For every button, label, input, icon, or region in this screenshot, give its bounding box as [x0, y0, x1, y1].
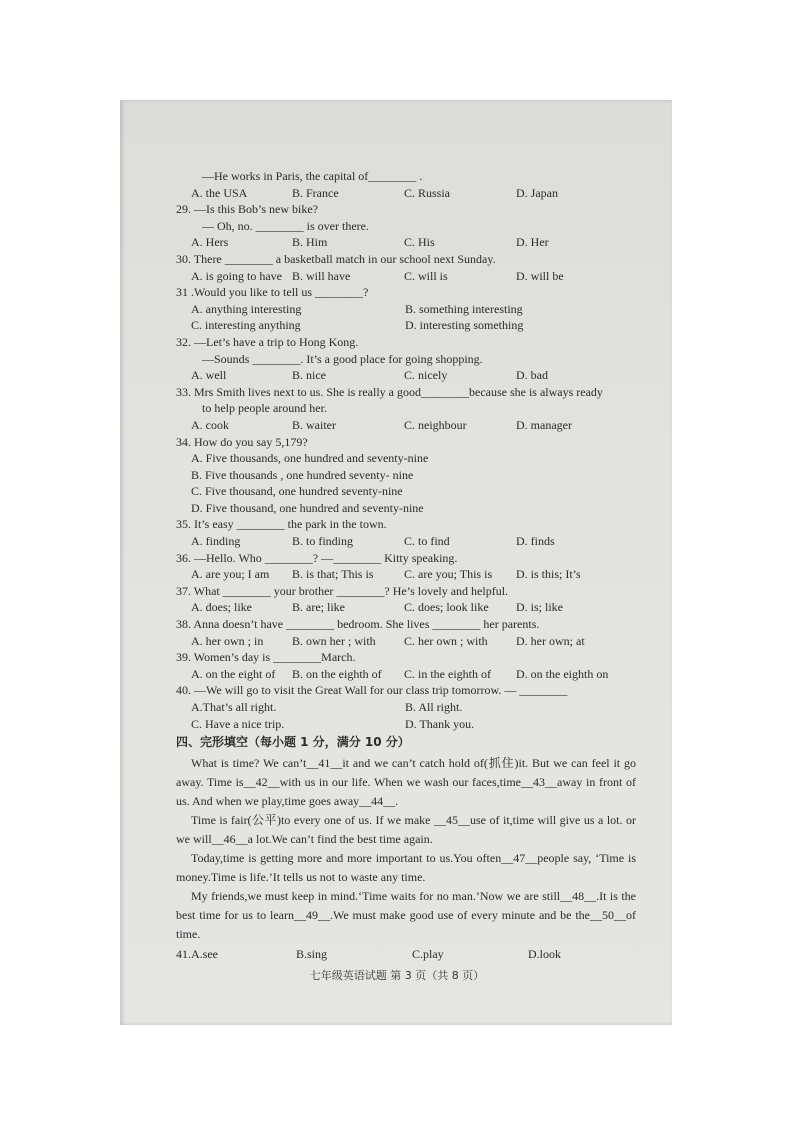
answer-options-row — [176, 716, 636, 733]
question-stem: 31 .Would you like to tell us ________? — [176, 285, 369, 300]
answer-option: A. Five thousands, one hundred and seventy-nine — [191, 451, 429, 466]
answer-option: 41.A.see — [176, 946, 218, 961]
answer-option: B. France — [292, 185, 339, 200]
answer-option: B. to finding — [292, 534, 354, 549]
answer-option: D. is; like — [516, 600, 563, 615]
question-stem: 34. How do you say 5,179? — [176, 434, 308, 449]
answer-option: D. will be — [516, 268, 564, 283]
question-stem: 37. What ________ your brother ________? He’s lovely and helpful. — [176, 583, 509, 598]
answer-option: A. cook — [191, 417, 229, 432]
answer-option: C.play — [412, 946, 444, 961]
answer-option: A. the USA — [191, 185, 248, 200]
passage-paragraph: What is time? We can’t__41__it and we can’t catch hold of(抓住)it. But we can feel it go away. Time is__42__with us in our life. When we wash our faces,time__43__away in front of us. And when we play,time goes away__44__. — [176, 755, 636, 808]
answer-option: B. nice — [292, 368, 326, 383]
question-stem: 29. —Is this Bob’s new bike? — [176, 202, 318, 217]
answer-option: C. her own ; with — [404, 633, 488, 648]
exam-content — [176, 168, 636, 962]
answer-option: A. is going to have — [191, 268, 282, 283]
question-stem: 33. Mrs Smith lives next to us. She is really a good________because she is always ready — [176, 384, 603, 399]
question-stem: 40. —We will go to visit the Great Wall for our class trip tomorrow. — ________ — [176, 683, 568, 698]
answer-option: D. interesting something — [405, 318, 524, 333]
answer-option: B. Five thousands , one hundred seventy- nine — [191, 467, 414, 482]
answer-option: D. manager — [516, 417, 572, 432]
answer-option: D. on the eighth on — [516, 666, 609, 681]
answer-option: C. will is — [404, 268, 448, 283]
answer-option: D. Japan — [516, 185, 558, 200]
section-title: 四、完形填空（每小题 1 分，满分 10 分） — [176, 735, 410, 750]
answer-option: D. Her — [516, 235, 549, 250]
answer-option: C. nicely — [404, 368, 448, 383]
answer-option: C. interesting anything — [191, 318, 301, 333]
question-stem-cont: to help people around her. — [202, 401, 327, 416]
page-footer: 七年级英语试题 第 3 页（共 8 页） — [309, 969, 485, 982]
passage-paragraph: Today,time is getting more and more important to us.You often__47__people say, ‘Time is money.Time is life.’It tells us not to waste any time. — [176, 850, 636, 884]
answer-option: C. does; look like — [404, 600, 489, 615]
answer-option: B. Him — [292, 235, 328, 250]
answer-option: A. well — [191, 368, 227, 383]
answer-option: A. finding — [191, 534, 241, 549]
answer-options-row — [176, 699, 636, 716]
answer-option: C. Russia — [404, 185, 451, 200]
answer-option: C. His — [404, 235, 435, 250]
question-lines — [176, 168, 636, 732]
question-stem: 39. Women’s day is ________March. — [176, 650, 356, 665]
answer-option: A. Hers — [191, 235, 229, 250]
answer-option: A. are you; I am — [191, 567, 270, 582]
answer-option: B. All right. — [405, 700, 463, 714]
passage-paragraph: My friends,we must keep in mind.‘Time waits for no man.’Now we are still__48__.It is the best time for us to learn__49__.We must make good use of every minute and be the__50__of time. — [176, 888, 636, 941]
answer-options-row — [176, 185, 636, 202]
answer-option: D. Thank you. — [405, 716, 475, 731]
answer-option: C. Have a nice trip. — [191, 716, 285, 731]
answer-options-row — [176, 317, 636, 334]
answer-options-row — [176, 533, 636, 550]
question-stem: 32. —Let’s have a trip to Hong Kong. — [176, 334, 359, 349]
answer-option: C. neighbour — [404, 417, 467, 432]
answer-option: B. something interesting — [405, 301, 523, 316]
question-stem-cont: —Sounds ________. It’s a good place for going shopping. — [202, 351, 483, 366]
answer-option: C. Five thousand, one hundred seventy-nine — [191, 484, 403, 499]
passage-paragraph: Time is fair(公平)to every one of us. If we make __45__use of it,time will give us a lot. or we will__46__a lot.We can’t find the best time again. — [176, 812, 636, 846]
answer-option: C. in the eighth of — [404, 666, 491, 681]
answer-option: B. are; like — [292, 600, 345, 615]
answer-option: D. Five thousand, one hundred and seventy-nine — [191, 500, 424, 515]
answer-options-row — [176, 301, 636, 318]
answer-option: C. to find — [404, 534, 450, 549]
answer-option: D. bad — [516, 368, 548, 383]
answer-options-row — [176, 268, 636, 285]
answer-option: D. is this; It’s — [516, 567, 581, 582]
question-stem: 30. There ________ a basketball match in our school next Sunday. — [176, 251, 496, 266]
answer-option: B. will have — [292, 268, 351, 283]
answer-option: A. anything interesting — [191, 301, 302, 316]
answer-options-row — [176, 367, 636, 384]
cloze-passage — [176, 754, 636, 944]
question-stem: 36. —Hello. Who ________? —________ Kitty speaking. — [176, 550, 458, 565]
question-stem: 35. It’s easy ________ the park in the town. — [176, 517, 387, 532]
answer-option: B. waiter — [292, 417, 336, 432]
answer-option: A. does; like — [191, 600, 252, 615]
answer-options-row — [176, 566, 636, 583]
answer-options-row — [176, 599, 636, 616]
answer-option: B. on the eighth of — [292, 666, 382, 681]
answer-option: D. her own; at — [516, 633, 585, 648]
answer-options-row — [176, 417, 636, 434]
answer-option: B.sing — [296, 946, 328, 961]
question-stem-cont: —He works in Paris, the capital of________ . — [202, 169, 423, 183]
answer-option: A. on the eight of — [191, 666, 276, 681]
answer-options-row — [176, 633, 636, 650]
question-stem-cont: — Oh, no. ________ is over there. — [202, 218, 369, 233]
answer-option: A. her own ; in — [191, 633, 264, 648]
question-stem: 38. Anna doesn’t have ________ bedroom. She lives ________ her parents. — [176, 617, 540, 632]
answer-options-row — [176, 234, 636, 251]
answer-options-row — [176, 666, 636, 683]
answer-option: B. is that; This is — [292, 567, 374, 582]
answer-option: D.look — [528, 946, 561, 961]
answer-option: A.That’s all right. — [191, 700, 277, 714]
answer-option: D. finds — [516, 534, 555, 549]
answer-option: C. are you; This is — [404, 567, 493, 582]
question-41-options — [176, 946, 636, 963]
answer-option: B. own her ; with — [292, 633, 376, 648]
